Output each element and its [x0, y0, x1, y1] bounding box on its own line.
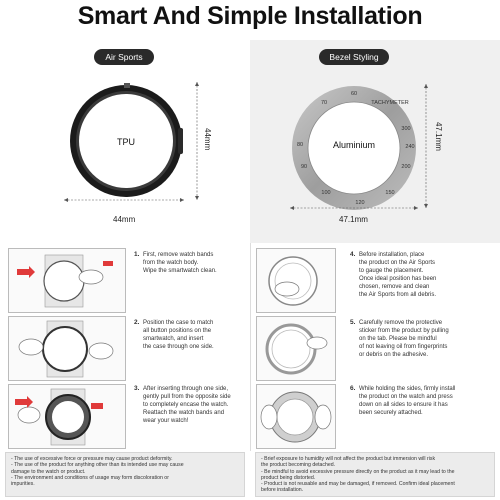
- step-6-text: [359, 385, 497, 417]
- bezel-mark: 200: [401, 164, 411, 170]
- note-line: the product becoming detached.: [261, 462, 336, 469]
- step-text-line: Before installation, place: [359, 252, 425, 258]
- bezel-height-dimension-line: [420, 82, 432, 212]
- step-text-line: of not leaving oil from fingerprints: [359, 344, 448, 350]
- step-text-line: While holding the sides, firmly install: [359, 386, 456, 392]
- height-dimension-line: [191, 80, 203, 204]
- column-divider: [250, 243, 251, 451]
- step-5-text: [359, 319, 497, 359]
- bezel-mark: 150: [385, 190, 395, 196]
- step-1-text: [143, 251, 248, 275]
- left-caution-notes: [5, 452, 245, 497]
- bezel-mark: TACHYMETER: [371, 100, 409, 106]
- note-line: impurities.: [11, 481, 35, 488]
- step-text-line: been securely attached.: [359, 410, 423, 416]
- step-text-line: down on all sides to ensure it has: [359, 402, 448, 408]
- bezel-width-dimension-line: [286, 200, 426, 216]
- aluminium-label: Aluminium: [332, 140, 375, 150]
- step-text-line: Position the case to match: [143, 320, 214, 326]
- step-text-line: First, remove watch bands: [143, 252, 214, 258]
- step-6-image: [256, 384, 336, 449]
- step-text-line: chosen, remove and clean: [359, 284, 430, 290]
- step-text-line: Reattach the watch bands and: [143, 410, 225, 416]
- step-text-line: sticker from the product by pulling: [359, 328, 449, 334]
- step-text-line: all button positions on the: [143, 328, 212, 334]
- note-line: - The environment and conditions of usage may form discoloration or: [11, 474, 169, 481]
- bezel-mark: 60: [350, 91, 358, 97]
- step-text-line: gently pull from the opposite side: [143, 394, 231, 400]
- bezel-mark: 120: [355, 200, 365, 206]
- step-text-line: to completely encase the watch.: [143, 402, 229, 408]
- bezel-width-label: 47.1mm: [339, 215, 368, 224]
- page-title: Smart And Simple Installation: [77, 2, 423, 30]
- air-sports-badge: Air Sports: [94, 49, 154, 65]
- step-text-line: or debris on the adhesive.: [359, 352, 429, 358]
- step-text-line: on the tab. Please be mindful: [359, 336, 437, 342]
- step-3-illustration: [9, 385, 125, 448]
- step-5-number: 5.: [350, 319, 356, 326]
- bezel-mark: 100: [321, 190, 331, 196]
- bezel-mark: 70: [320, 100, 328, 106]
- note-line: before installation.: [261, 487, 304, 494]
- note-line: - Product is not reusable and may be damaged, if removed. Confirm ideal placement: [261, 481, 455, 488]
- step-2-number: 2.: [134, 319, 140, 326]
- step-1-illustration: [9, 249, 125, 312]
- bezel-mark: 300: [401, 126, 411, 132]
- note-line: product being distorted.: [261, 474, 316, 481]
- step-3-text: [143, 385, 248, 425]
- right-caution-notes: [255, 452, 495, 497]
- note-line: - The use of the product for anything other than its intended use may cause: [11, 462, 184, 469]
- width-dimension-line: [60, 190, 200, 212]
- step-text-line: Once ideal position has been: [359, 276, 437, 282]
- step-2-image: [8, 316, 126, 381]
- step-4-number: 4.: [350, 251, 356, 258]
- step-5-illustration: [257, 317, 335, 380]
- step-6-illustration: [257, 385, 335, 448]
- bezel-mark: 90: [300, 164, 308, 170]
- bezel-mark: 80: [296, 142, 304, 148]
- step-text-line: the Air Sports from all debris.: [359, 292, 437, 298]
- tpu-width-label: 44mm: [113, 215, 136, 224]
- bezel-styling-badge: Bezel Styling: [319, 49, 389, 65]
- step-4-illustration: [257, 249, 335, 312]
- step-1-image: [8, 248, 126, 313]
- step-4-text: [359, 251, 497, 299]
- step-text-line: Wipe the smartwatch clean.: [143, 268, 217, 274]
- note-line: damage to the watch or product.: [11, 468, 86, 475]
- step-text-line: wear your watch!: [143, 418, 189, 424]
- step-text-line: the product on the watch and press: [359, 394, 453, 400]
- step-3-image: [8, 384, 126, 449]
- tpu-height-label: 44mm: [203, 128, 212, 151]
- step-4-image: [256, 248, 336, 313]
- note-line: - Be mindful to avoid excessive pressure directly on the product as it may lead to the: [261, 468, 455, 475]
- step-text-line: smartwatch, and insert: [143, 336, 204, 342]
- step-text-line: After inserting through one side,: [143, 386, 229, 392]
- step-6-number: 6.: [350, 385, 356, 392]
- step-text-line: from the watch body.: [143, 260, 199, 266]
- step-3-number: 3.: [134, 385, 140, 392]
- step-text-line: Carefully remove the protective: [359, 320, 443, 326]
- aluminium-bezel-illustration: [284, 80, 424, 220]
- step-text-line: the case through one side.: [143, 344, 214, 350]
- step-text-line: the product on the Air Sports: [359, 260, 436, 266]
- step-2-text: [143, 319, 248, 351]
- step-1-number: 1.: [134, 251, 140, 258]
- tpu-label: TPU: [117, 137, 135, 147]
- note-line: - The use of excessive force or pressure may cause product deformity.: [11, 456, 173, 462]
- note-line: - Brief exposure to humidity will not affect the product but immersion will risk: [261, 456, 436, 462]
- step-5-image: [256, 316, 336, 381]
- bezel-mark: 240: [405, 144, 415, 150]
- step-2-illustration: [9, 317, 125, 380]
- bezel-height-label: 47.1mm: [434, 122, 443, 151]
- step-text-line: to gauge the placement.: [359, 268, 424, 274]
